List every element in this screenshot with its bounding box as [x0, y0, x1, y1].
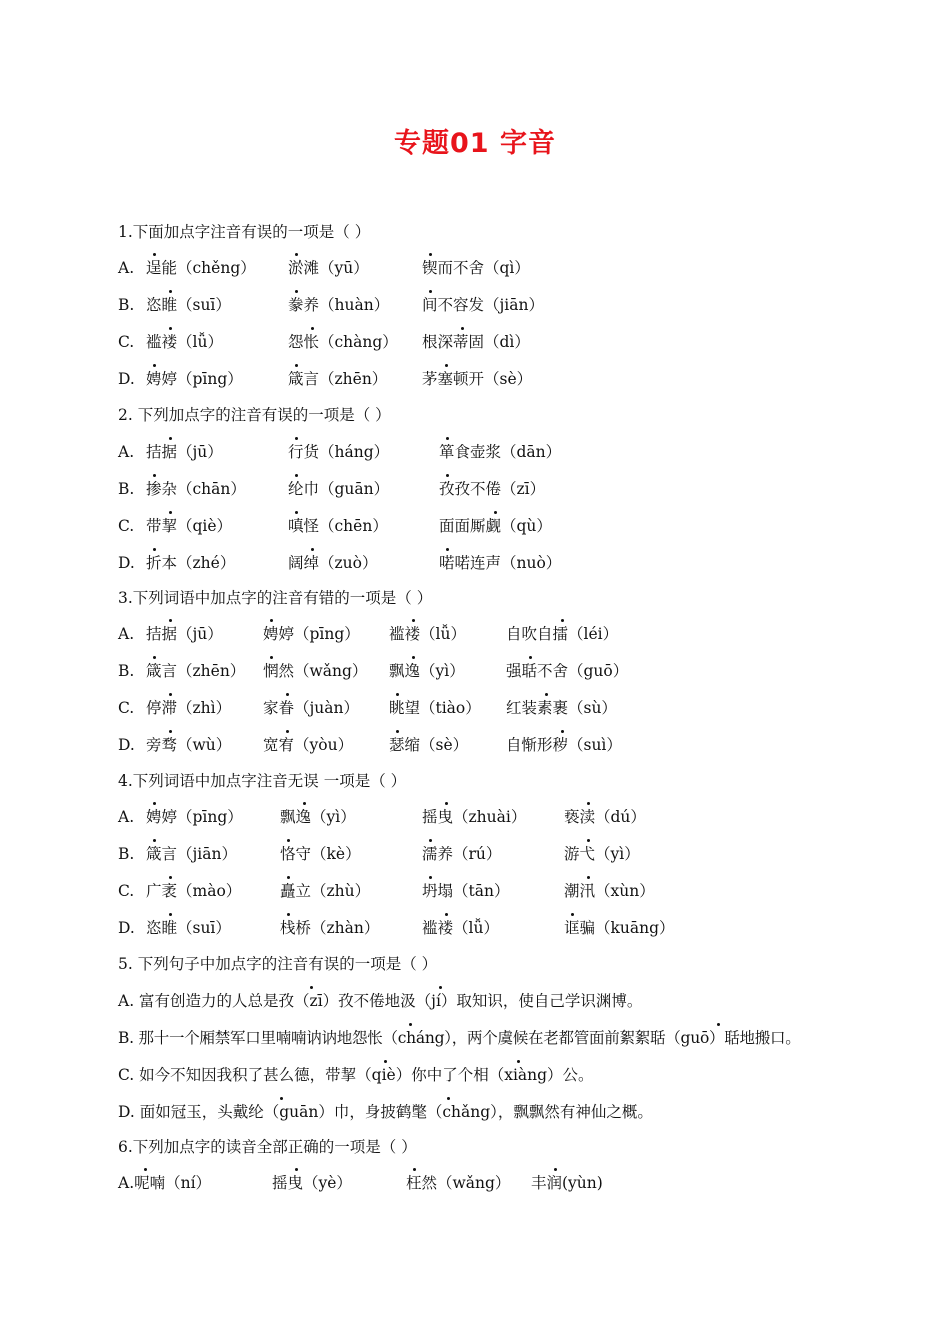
q1-option-c-item1: 褴褛（lǚ）: [146, 333, 223, 351]
q2-option-c-letter: C.: [118, 517, 135, 535]
emphasis-dot: [445, 802, 448, 805]
q1-option-a-item2: 淤滩（yū）: [288, 259, 369, 277]
emphasis-dot: [717, 1023, 720, 1026]
emphasis-dot: [429, 839, 432, 842]
emphasis-dot: [446, 548, 449, 551]
emphasis-dot: [169, 876, 172, 879]
q2-option-b-letter: B.: [118, 480, 135, 498]
emphasis-dot: [461, 327, 464, 330]
q1-option-d-item1: 娉婷（pīng）: [146, 370, 243, 388]
emphasis-dot: [409, 1023, 412, 1026]
q1-option-b-letter: B.: [118, 296, 135, 314]
emphasis-dot: [396, 730, 399, 733]
q1-option-a-letter: A.: [118, 259, 135, 277]
emphasis-dot: [561, 730, 564, 733]
emphasis-dot: [412, 656, 415, 659]
page-title: 专题01 字音: [394, 128, 556, 159]
emphasis-dot: [144, 1168, 147, 1171]
emphasis-dot: [587, 876, 590, 879]
emphasis-dot: [529, 656, 532, 659]
emphasis-dot: [286, 730, 289, 733]
question-3-stem: 3.下列词语中加点字的注音有错的一项是（ ）: [118, 589, 433, 607]
emphasis-dot: [295, 437, 298, 440]
emphasis-dot: [429, 290, 432, 293]
emphasis-dot: [494, 511, 497, 514]
q6-option-a-item4: 丰润(yùn): [531, 1174, 603, 1192]
emphasis-dot: [561, 619, 564, 622]
emphasis-dot: [517, 1060, 520, 1063]
q1-option-b-item2: 豢养（huàn）: [288, 296, 390, 314]
q4-option-d-item4: 诓骗（kuāng）: [564, 919, 675, 937]
question-4-stem: 4.下列词语中加点字注音无误 一项是（ ）: [118, 772, 407, 790]
emphasis-dot: [287, 839, 290, 842]
emphasis-dot: [169, 290, 172, 293]
q4-option-a-item4: 亵渎（dú）: [564, 808, 646, 826]
q3-option-a-item4: 自吹自擂（léi）: [506, 625, 619, 643]
q4-option-c-item3: 坍塌（tān）: [422, 882, 510, 900]
emphasis-dot: [295, 1168, 298, 1171]
q4-option-d-item2: 栈桥（zhàn）: [280, 919, 380, 937]
q5-sentence-c: C. 如今不知因我积了甚么德，带挈（qiè）你中了个相（xiàng）公。: [118, 1066, 594, 1084]
emphasis-dot: [446, 474, 449, 477]
emphasis-dot: [587, 802, 590, 805]
emphasis-dot: [169, 619, 172, 622]
emphasis-dot: [311, 327, 314, 330]
q4-option-c-item4: 潮汛（xùn）: [564, 882, 655, 900]
q2-option-a-item2: 行货（háng）: [288, 443, 390, 461]
emphasis-dot: [384, 1060, 387, 1063]
emphasis-dot: [396, 693, 399, 696]
q3-option-b-item4: 强聒不舍（guō）: [506, 662, 629, 680]
q5-sentence-b: B. 那十一个厢禁军口里喃喃讷讷地怨怅（cháng），两个虞候在老都管面前絮絮聒（guō）聒地搬口。: [118, 1029, 801, 1047]
q4-option-b-letter: B.: [118, 845, 135, 863]
emphasis-dot: [429, 876, 432, 879]
q2-option-a-item1: 拮据（jū）: [146, 443, 223, 461]
q3-option-d-item2: 宽宥（yòu）: [263, 736, 354, 754]
q3-option-b-item1: 箴言（zhēn）: [146, 662, 246, 680]
emphasis-dot: [153, 802, 156, 805]
q2-option-d-item2: 阔绰（zuò）: [288, 554, 378, 572]
emphasis-dot: [429, 253, 432, 256]
q3-option-c-item1: 停滞（zhì）: [146, 699, 232, 717]
emphasis-dot: [446, 437, 449, 440]
q2-option-c-item3: 面面厮觑（qù）: [439, 517, 552, 535]
emphasis-dot: [310, 986, 313, 989]
emphasis-dot: [153, 548, 156, 551]
q3-option-d-letter: D.: [118, 736, 135, 754]
q2-option-d-item1: 折本（zhé）: [146, 554, 236, 572]
q4-option-d-item1: 恣睢（suī）: [146, 919, 231, 937]
q1-option-c-item2: 怨怅（chàng）: [288, 333, 398, 351]
emphasis-dot: [412, 619, 415, 622]
emphasis-dot: [287, 876, 290, 879]
q4-option-b-item2: 恪守（kè）: [280, 845, 361, 863]
emphasis-dot: [571, 913, 574, 916]
q4-option-a-item3: 摇曳（zhuài）: [422, 808, 527, 826]
q4-option-a-letter: A.: [118, 808, 135, 826]
emphasis-dot: [554, 1168, 557, 1171]
q4-option-d-letter: D.: [118, 919, 135, 937]
emphasis-dot: [439, 986, 442, 989]
q4-option-b-item1: 箴言（jiān）: [146, 845, 237, 863]
q1-option-b-item3: 间不容发（jiān）: [422, 296, 544, 314]
q4-option-a-item2: 飘逸（yì）: [280, 808, 356, 826]
q2-option-a-item3: 箪食壶浆（dān）: [439, 443, 562, 461]
q3-option-d-item3: 瑟缩（sè）: [389, 736, 469, 754]
emphasis-dot: [169, 693, 172, 696]
q3-option-c-letter: C.: [118, 699, 135, 717]
emphasis-dot: [447, 1097, 450, 1100]
emphasis-dot: [445, 913, 448, 916]
q2-option-d-letter: D.: [118, 554, 135, 572]
q3-option-d-item4: 自惭形秽（suì）: [506, 736, 622, 754]
q1-option-c-item3: 根深蒂固（dì）: [422, 333, 530, 351]
emphasis-dot: [295, 290, 298, 293]
emphasis-dot: [169, 730, 172, 733]
emphasis-dot: [153, 474, 156, 477]
emphasis-dot: [311, 548, 314, 551]
q6-option-a-item2: 摇曳（yè）: [272, 1174, 352, 1192]
emphasis-dot: [153, 656, 156, 659]
question-2-stem: 2. 下列加点字的注音有误的一项是（ ）: [118, 406, 391, 424]
q3-option-c-item3: 眺望（tiào）: [389, 699, 481, 717]
emphasis-dot: [295, 511, 298, 514]
emphasis-dot: [286, 693, 289, 696]
emphasis-dot: [169, 437, 172, 440]
emphasis-dot: [295, 253, 298, 256]
q3-option-d-item1: 旁骛（wù）: [146, 736, 232, 754]
q1-option-b-item1: 恣睢（suī）: [146, 296, 231, 314]
q2-option-d-item3: 喏喏连声（nuò）: [439, 554, 562, 572]
emphasis-dot: [153, 839, 156, 842]
emphasis-dot: [280, 1097, 283, 1100]
q5-sentence-d: D. 面如冠玉，头戴纶（guān）巾，身披鹤氅（chǎng），飘飘然有神仙之概。: [118, 1103, 653, 1121]
q2-option-c-item2: 嗔怪（chēn）: [288, 517, 388, 535]
emphasis-dot: [413, 1168, 416, 1171]
emphasis-dot: [153, 364, 156, 367]
emphasis-dot: [270, 656, 273, 659]
q1-option-d-item3: 茅塞顿开（sè）: [422, 370, 533, 388]
emphasis-dot: [545, 693, 548, 696]
q2-option-b-item2: 纶巾（guān）: [288, 480, 390, 498]
q3-option-b-item2: 惘然（wǎng）: [263, 662, 368, 680]
question-6-stem: 6.下列加点字的读音全部正确的一项是（ ）: [118, 1138, 417, 1156]
q1-option-d-item2: 箴言（zhēn）: [288, 370, 388, 388]
q4-option-c-item1: 广袤（mào）: [146, 882, 242, 900]
question-1-stem: 1.下面加点字注音有误的一项是（ ）: [118, 223, 371, 241]
q1-option-c-letter: C.: [118, 333, 135, 351]
q4-option-c-item2: 矗立（zhù）: [280, 882, 371, 900]
emphasis-dot: [303, 802, 306, 805]
q3-option-a-item2: 娉婷（pīng）: [263, 625, 360, 643]
q2-option-c-item1: 带挈（qiè）: [146, 517, 233, 535]
emphasis-dot: [287, 913, 290, 916]
emphasis-dot: [445, 364, 448, 367]
q3-option-b-item3: 飘逸（yì）: [389, 662, 465, 680]
q6-option-a-item1: A.呢喃（ní）: [118, 1174, 212, 1192]
q3-option-a-item3: 褴褛（lǚ）: [389, 625, 466, 643]
q1-option-a-item3: 锲而不舍（qì）: [422, 259, 530, 277]
emphasis-dot: [169, 511, 172, 514]
emphasis-dot: [270, 619, 273, 622]
q4-option-d-item3: 褴褛（lǚ）: [422, 919, 499, 937]
q6-option-a-item3: 枉然（wǎng）: [406, 1174, 511, 1192]
q3-option-a-item1: 拮据（jū）: [146, 625, 223, 643]
emphasis-dot: [587, 839, 590, 842]
q4-option-a-item1: 娉婷（pīng）: [146, 808, 243, 826]
question-5-stem: 5. 下列句子中加点字的注音有误的一项是（ ）: [118, 955, 438, 973]
emphasis-dot: [295, 364, 298, 367]
q4-option-b-item3: 濡养（rú）: [422, 845, 502, 863]
q2-option-a-letter: A.: [118, 443, 135, 461]
emphasis-dot: [153, 253, 156, 256]
emphasis-dot: [169, 327, 172, 330]
q4-option-c-letter: C.: [118, 882, 135, 900]
q4-option-b-item4: 游弋（yì）: [564, 845, 640, 863]
emphasis-dot: [169, 913, 172, 916]
q3-option-b-letter: B.: [118, 662, 135, 680]
q2-option-b-item1: 掺杂（chān）: [146, 480, 246, 498]
q3-option-c-item2: 家眷（juàn）: [263, 699, 360, 717]
q3-option-a-letter: A.: [118, 625, 135, 643]
q2-option-b-item3: 孜孜不倦（zī）: [439, 480, 546, 498]
q1-option-d-letter: D.: [118, 370, 135, 388]
q1-option-a-item1: 逞能（chěng）: [146, 259, 256, 277]
q5-sentence-a: A. 富有创造力的人总是孜（zī）孜不倦地汲（jí）取知识，使自己学识渊博。: [118, 992, 643, 1010]
emphasis-dot: [295, 474, 298, 477]
q3-option-c-item4: 红装素裹（sù）: [506, 699, 617, 717]
